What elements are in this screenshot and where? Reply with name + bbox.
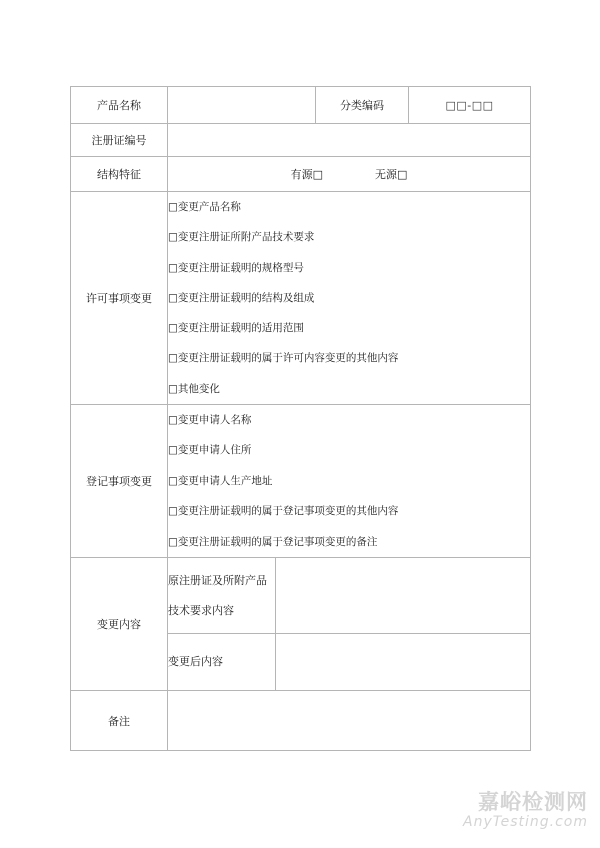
active-checkbox[interactable]: 有源□ [290,168,323,181]
row-structure [71,157,531,192]
license-option-other-change[interactable]: □其他变化 [168,382,220,395]
watermark-cn: 嘉峪检测网 [478,790,588,814]
license-option-scope[interactable]: □变更注册证载明的适用范围 [168,322,304,335]
reg-cert-no-label: 注册证编号 [71,124,168,157]
category-code-field[interactable]: □□-□□ [409,87,531,124]
row-reg-cert-no [71,124,531,157]
reg-option-applicant-name[interactable]: □变更申请人名称 [168,414,252,427]
reg-option-applicant-address[interactable]: □变更申请人住所 [168,444,252,457]
structure-options [168,157,531,192]
reg-option-other-content[interactable]: □变更注册证载明的属于登记事项变更的其他内容 [168,505,399,518]
original-content-label-line1: 原注册证及所附产品 [168,573,267,587]
structure-label: 结构特征 [71,157,168,192]
row-change-original [71,558,531,634]
remarks-field[interactable] [168,691,531,751]
reg-cert-no-field[interactable] [168,124,531,157]
license-option-other-content[interactable]: □变更注册证载明的属于许可内容变更的其他内容 [168,352,399,365]
product-name-field[interactable] [168,87,316,124]
original-content-field[interactable] [276,558,531,634]
watermark-en: AnyTesting.com [463,814,588,830]
change-application-form [70,86,531,751]
license-option-product-name[interactable]: □变更产品名称 [168,201,241,213]
passive-checkbox[interactable]: 无源□ [375,168,408,181]
license-option-tech-requirements[interactable]: □变更注册证所附产品技术要求 [168,231,315,244]
original-content-label-line2: 技术要求内容 [168,603,234,617]
category-code-label: 分类编码 [316,87,409,124]
reg-option-production-address[interactable]: □变更申请人生产地址 [168,474,273,487]
reg-option-remarks[interactable]: □变更注册证载明的属于登记事项变更的备注 [168,535,378,548]
row-remarks [71,691,531,751]
change-content-label: 变更内容 [71,558,168,691]
product-name-label: 产品名称 [71,87,168,124]
row-license-changes [71,192,531,405]
license-changes-options [168,192,531,405]
row-product-name [71,87,531,124]
after-content-label: 变更后内容 [168,634,276,691]
after-content-field[interactable] [276,634,531,691]
registration-changes-options [168,405,531,558]
remarks-label: 备注 [71,691,168,751]
license-changes-label: 许可事项变更 [71,192,168,405]
license-option-model-spec[interactable]: □变更注册证载明的规格型号 [168,261,304,274]
row-registration-changes [71,405,531,558]
original-content-label [168,558,276,634]
watermark [463,790,588,830]
registration-changes-label: 登记事项变更 [71,405,168,558]
license-option-structure[interactable]: □变更注册证载明的结构及组成 [168,291,315,304]
